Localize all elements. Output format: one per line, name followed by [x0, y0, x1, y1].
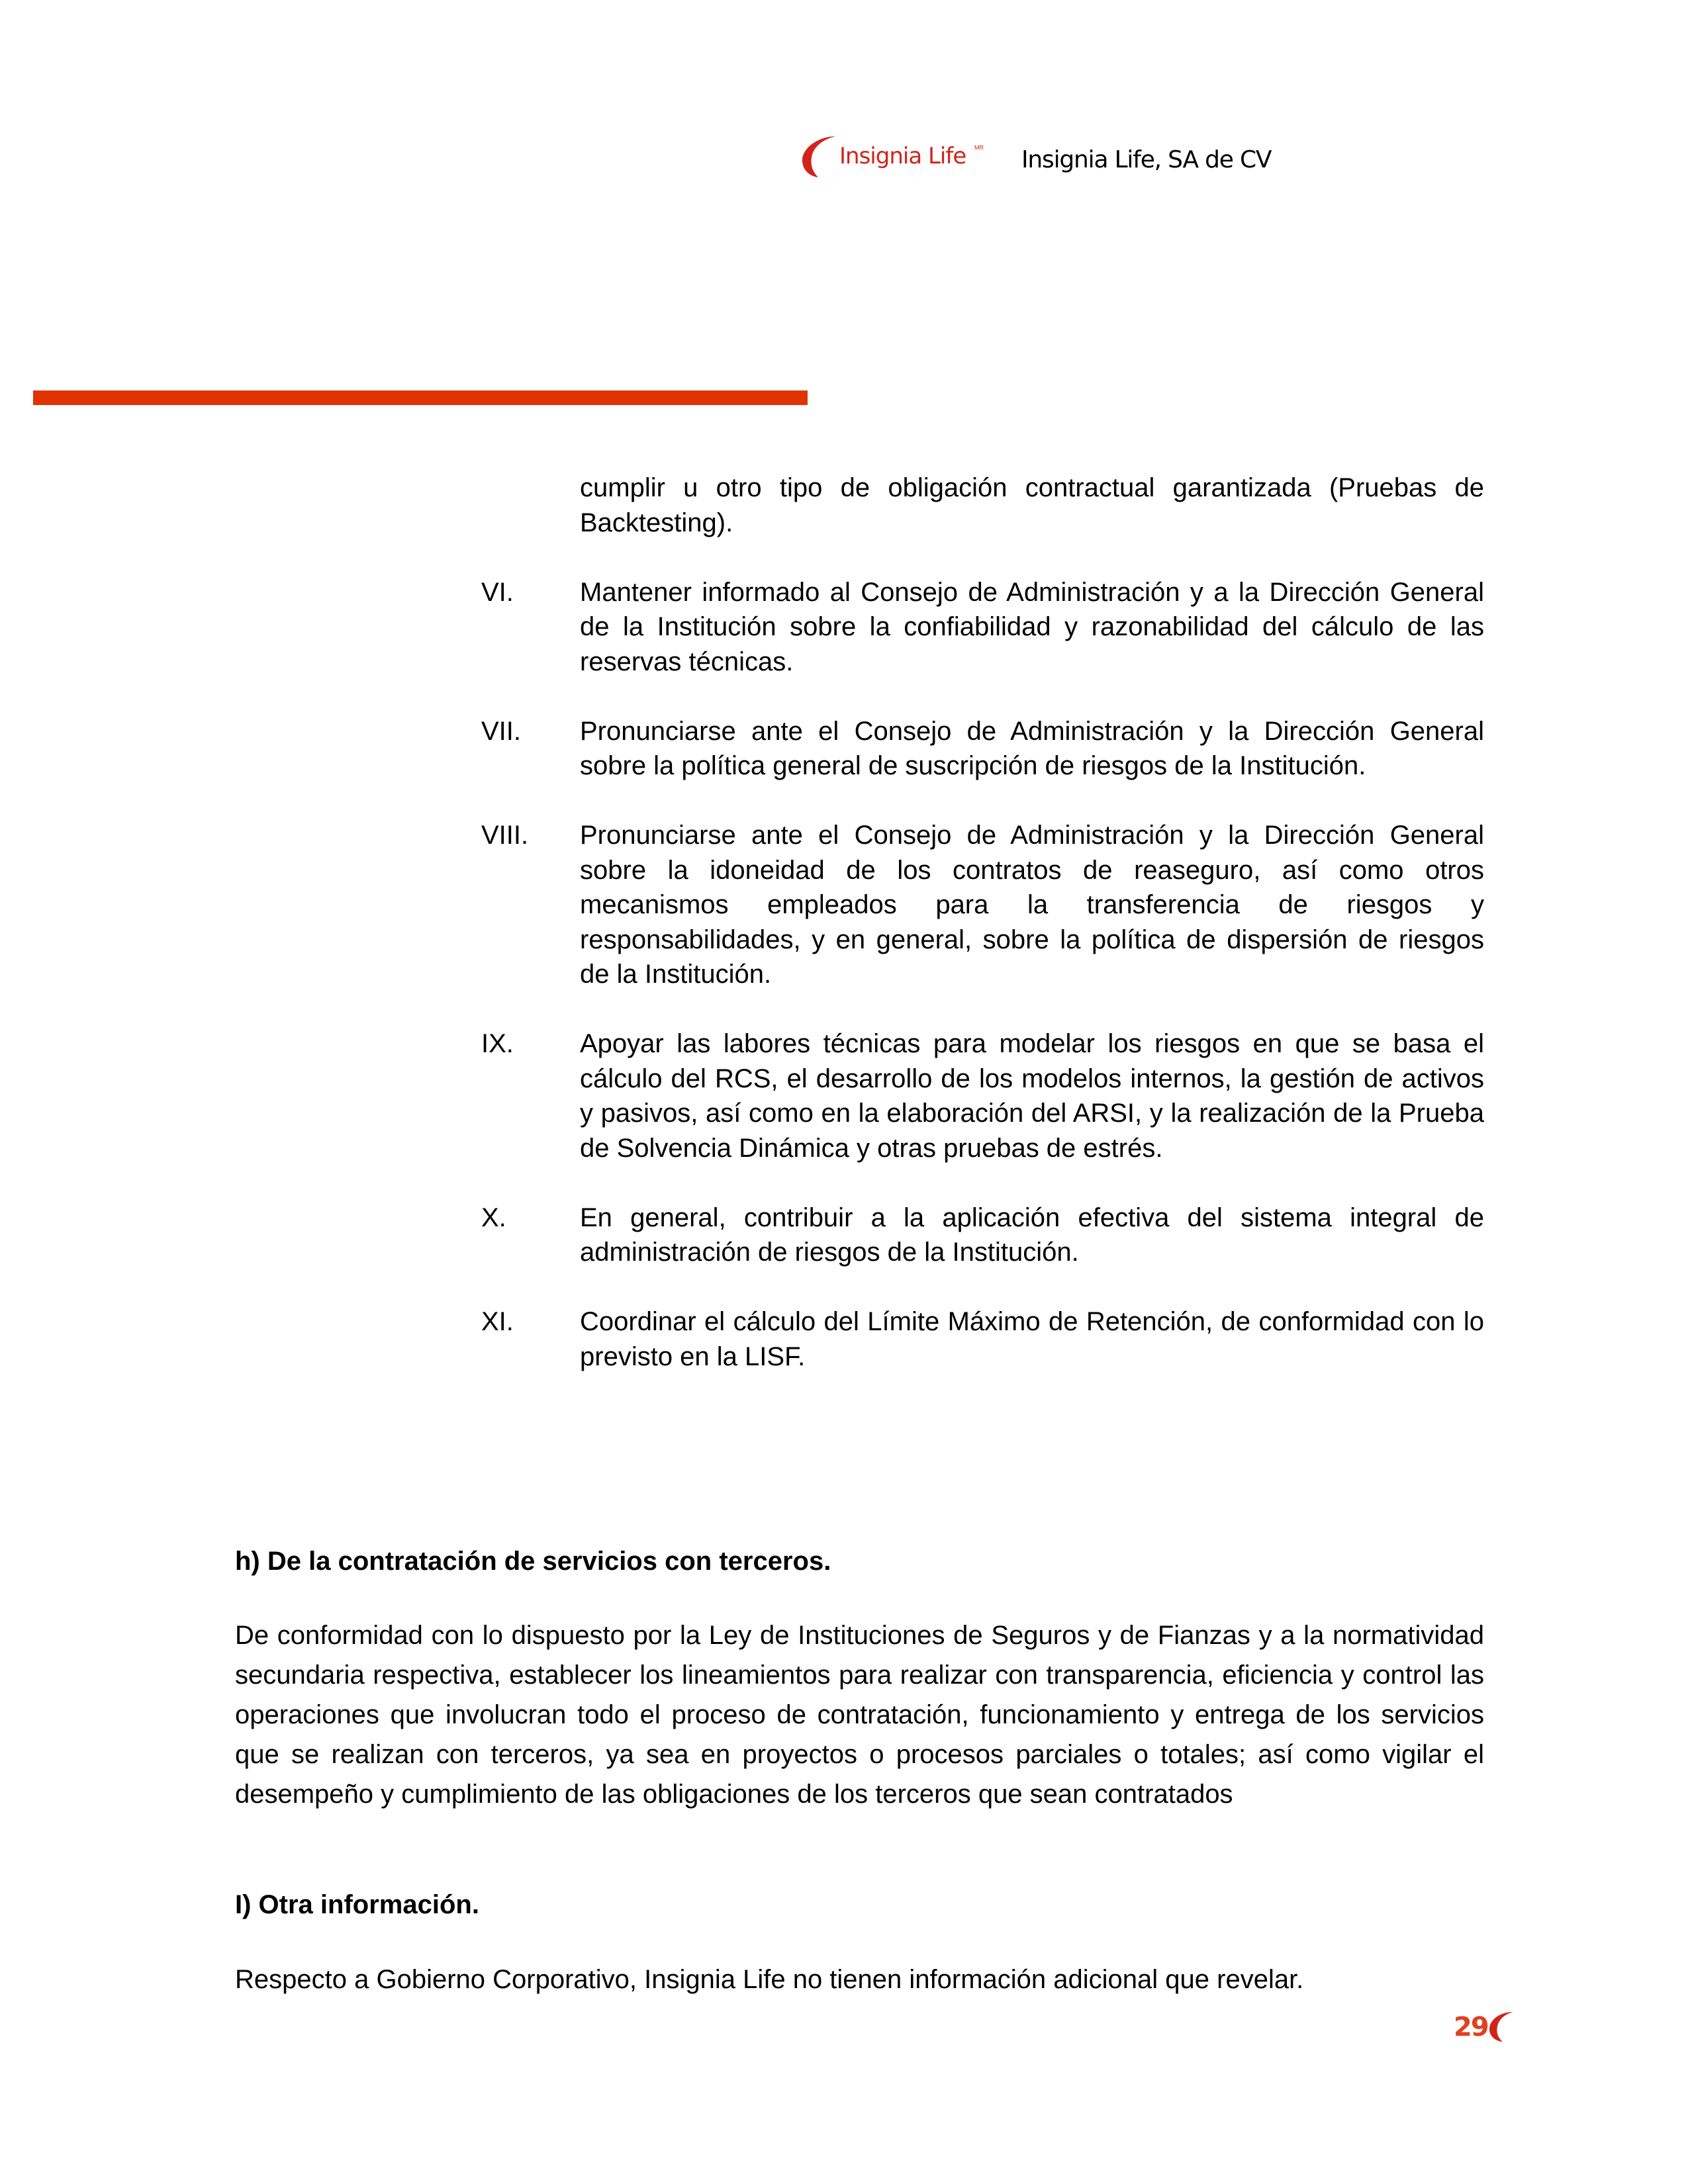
list-item-text: Pronunciarse ante el Consejo de Administración y la Dirección General sobre la política general de suscripción de riesgos de la Institución. [580, 716, 1484, 780]
section-h-paragraph: De conformidad con lo dispuesto por la Ley de Instituciones de Seguros y de Fianzas y a la normatividad secundaria respectiva, establecer los lineamientos para realizar con transparencia, eficiencia y control las operaciones que involucran todo el proceso de contratación, funcionamiento y entrega de los servicios que se realizan con terceros, ya sea en proyectos o procesos parciales o totales; así como vigilar el desempeño y cumplimiento de las obligaciones de los terceros que sean contratados [235, 1621, 1484, 1809]
crescent-icon [1487, 2011, 1515, 2042]
list-item [481, 714, 1484, 784]
responsibilities-list [481, 471, 1484, 1409]
list-item [481, 1026, 1484, 1165]
insignia-life-logo [798, 135, 990, 181]
company-name: Insignia Life, SA de CV [1021, 146, 1272, 173]
page-footer [1454, 2008, 1520, 2045]
list-item-number: VII. [481, 716, 522, 746]
list-item [481, 818, 1484, 992]
list-item-number: VIII. [481, 821, 529, 850]
header-accent-bar [33, 390, 808, 405]
list-item-text: Coordinar el cálculo del Límite Máximo de Retención, de conformidad con lo previsto en la LISF. [580, 1307, 1484, 1371]
list-item-number: VI. [481, 577, 514, 607]
logo-wordmark: Insignia Life [839, 143, 966, 169]
section-heading-h: h) De la contratación de servicios con terceros. [235, 1547, 831, 1576]
logo-registered-mark: MR [974, 144, 984, 151]
list-item [481, 1201, 1484, 1270]
list-item-text: Apoyar las labores técnicas para modelar los riesgos en que se basa el cálculo del RCS, el desarrollo de los modelos internos, la gestión de activos y pasivos, así como en la elaboración del ARSI, y la realización de la Prueba de Solvencia Dinámica y otras pruebas de estrés. [580, 1029, 1484, 1163]
section-i-paragraph: Respecto a Gobierno Corporativo, Insignia Life no tienen información adicional que revelar. [235, 1965, 1304, 1994]
list-item-text: Pronunciarse ante el Consejo de Administración y la Dirección General sobre la idoneidad de los contratos de reaseguro, así como otros mecanismos empleados para la transferencia de riesgos y responsabilidades, y en general, sobre la política de dispersión de riesgos de la Institución. [580, 821, 1484, 989]
list-item-continuation [481, 471, 1484, 540]
list-item [481, 575, 1484, 680]
list-item-text: En general, contribuir a la aplicación efectiva del sistema integral de administración de riesgos de la Institución. [580, 1203, 1484, 1267]
list-item-number: X. [481, 1203, 506, 1232]
list-item-text: cumplir u otro tipo de obligación contractual garantizada (Pruebas de Backtesting). [580, 473, 1484, 537]
section-heading-i: I) Otra información. [235, 1890, 479, 1919]
list-item-number: XI. [481, 1307, 514, 1336]
crescent-logo-icon [798, 135, 838, 179]
page-number: 29 [1454, 2012, 1488, 2042]
list-item [481, 1304, 1484, 1374]
list-item-number: IX. [481, 1029, 514, 1058]
list-item-text: Mantener informado al Consejo de Administración y a la Dirección General de la Institución sobre la confiabilidad y razonabilidad del cálculo de las reservas técnicas. [580, 577, 1484, 676]
